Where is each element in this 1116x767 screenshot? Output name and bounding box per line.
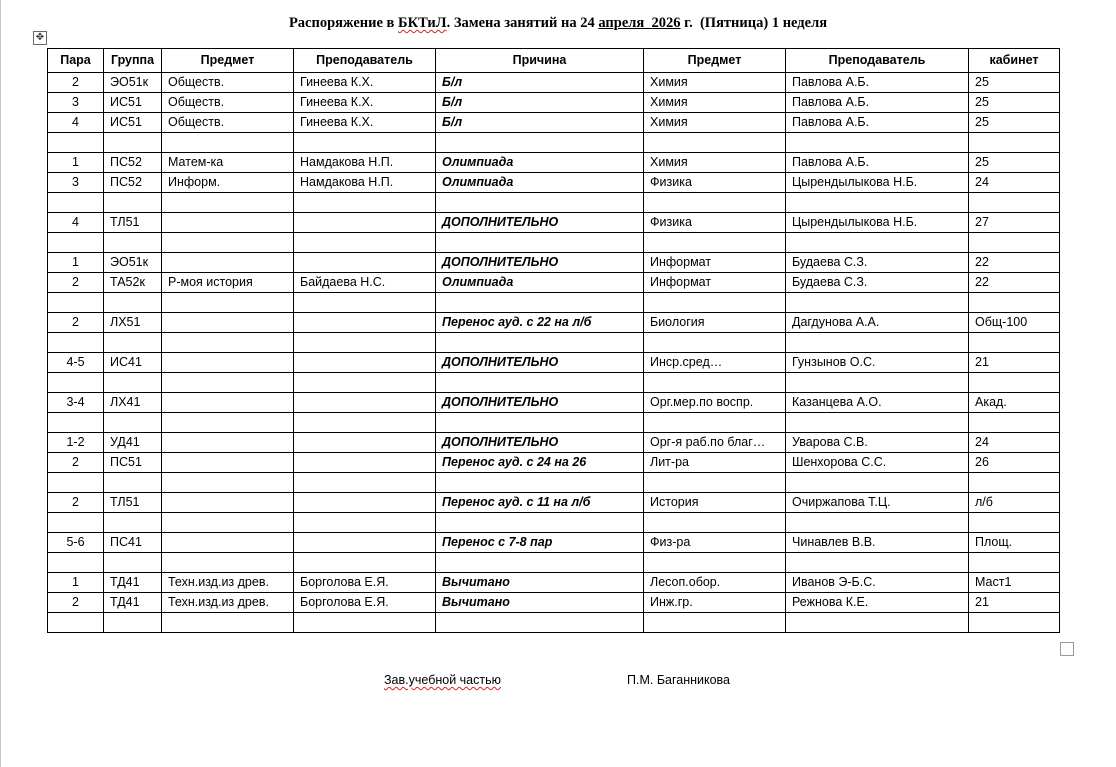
cell-subject-original bbox=[162, 253, 294, 273]
cell-room bbox=[969, 293, 1060, 313]
cell-reason: Олимпиада bbox=[436, 173, 644, 193]
cell-teacher-original bbox=[294, 473, 436, 493]
document-title bbox=[0, 15, 1116, 32]
cell-para: 3 bbox=[48, 173, 104, 193]
cell-para bbox=[48, 413, 104, 433]
cell-reason: Б/л bbox=[436, 113, 644, 133]
table-row bbox=[48, 493, 1060, 513]
cell-teacher-original bbox=[294, 253, 436, 273]
cell-subject-replacement: Информат bbox=[644, 253, 786, 273]
cell-teacher-replacement: Будаева С.З. bbox=[786, 273, 969, 293]
cell-subject-original bbox=[162, 493, 294, 513]
table-row bbox=[48, 393, 1060, 413]
cell-teacher-replacement bbox=[786, 333, 969, 353]
cell-group: ТД41 bbox=[104, 573, 162, 593]
cell-subject-original bbox=[162, 473, 294, 493]
cell-subject-replacement bbox=[644, 233, 786, 253]
cell-teacher-original bbox=[294, 193, 436, 213]
cell-reason: ДОПОЛНИТЕЛЬНО bbox=[436, 253, 644, 273]
cell-teacher-replacement: Гунзынов О.С. bbox=[786, 353, 969, 373]
cell-subject-original: Р-моя история bbox=[162, 273, 294, 293]
cell-para: 2 bbox=[48, 593, 104, 613]
cell-subject-original bbox=[162, 333, 294, 353]
cell-teacher-replacement: Чинавлев В.В. bbox=[786, 533, 969, 553]
cell-teacher-replacement: Режнова К.Е. bbox=[786, 593, 969, 613]
cell-group: ПС41 bbox=[104, 533, 162, 553]
header-subject-original: Предмет bbox=[162, 49, 294, 73]
cell-subject-replacement bbox=[644, 553, 786, 573]
table-body bbox=[48, 73, 1060, 633]
cell-subject-original: Обществ. bbox=[162, 93, 294, 113]
cell-subject-original bbox=[162, 353, 294, 373]
cell-para bbox=[48, 333, 104, 353]
header-group: Группа bbox=[104, 49, 162, 73]
cell-subject-original bbox=[162, 393, 294, 413]
cell-subject-original: Техн.изд.из древ. bbox=[162, 593, 294, 613]
cell-reason bbox=[436, 473, 644, 493]
cell-para bbox=[48, 473, 104, 493]
header-subject-replacement: Предмет bbox=[644, 49, 786, 73]
cell-teacher-original bbox=[294, 233, 436, 253]
cell-teacher-original bbox=[294, 133, 436, 153]
cell-subject-replacement bbox=[644, 293, 786, 313]
cell-teacher-original: Борголова Е.Я. bbox=[294, 573, 436, 593]
cell-group bbox=[104, 133, 162, 153]
table-row bbox=[48, 453, 1060, 473]
cell-subject-replacement: Физ-ра bbox=[644, 533, 786, 553]
spacer-row bbox=[48, 333, 1060, 353]
cell-teacher-original bbox=[294, 493, 436, 513]
cell-reason bbox=[436, 373, 644, 393]
cell-reason: Вычитано bbox=[436, 573, 644, 593]
cell-room: 24 bbox=[969, 433, 1060, 453]
cell-teacher-original bbox=[294, 613, 436, 633]
cell-reason bbox=[436, 233, 644, 253]
cell-group: ПС51 bbox=[104, 453, 162, 473]
cell-para: 3-4 bbox=[48, 393, 104, 413]
cell-subject-replacement: Биология bbox=[644, 313, 786, 333]
cell-teacher-original bbox=[294, 413, 436, 433]
cell-para: 1 bbox=[48, 153, 104, 173]
cell-subject-original bbox=[162, 293, 294, 313]
cell-group bbox=[104, 333, 162, 353]
cell-reason: Б/л bbox=[436, 73, 644, 93]
cell-teacher-replacement bbox=[786, 613, 969, 633]
cell-subject-replacement: Химия bbox=[644, 93, 786, 113]
cell-subject-replacement: Лесоп.обор. bbox=[644, 573, 786, 593]
cell-reason: Перенос ауд. с 24 на 26 bbox=[436, 453, 644, 473]
cell-room: Маст1 bbox=[969, 573, 1060, 593]
cell-teacher-original bbox=[294, 373, 436, 393]
substitution-table bbox=[47, 48, 1060, 633]
cell-para bbox=[48, 373, 104, 393]
cell-reason bbox=[436, 613, 644, 633]
table-row bbox=[48, 593, 1060, 613]
title-part: г. (Пятница) 1 неделя bbox=[680, 15, 828, 31]
spacer-row bbox=[48, 553, 1060, 573]
spacer-row bbox=[48, 373, 1060, 393]
cell-group: ПС52 bbox=[104, 173, 162, 193]
table-row bbox=[48, 173, 1060, 193]
cell-para: 2 bbox=[48, 73, 104, 93]
cell-reason: ДОПОЛНИТЕЛЬНО bbox=[436, 353, 644, 373]
cell-subject-original bbox=[162, 413, 294, 433]
cell-group: УД41 bbox=[104, 433, 162, 453]
cell-room: Площ. bbox=[969, 533, 1060, 553]
cell-group bbox=[104, 513, 162, 533]
cell-para: 4-5 bbox=[48, 353, 104, 373]
cell-para bbox=[48, 233, 104, 253]
cell-teacher-original bbox=[294, 313, 436, 333]
cell-room: 22 bbox=[969, 253, 1060, 273]
cell-teacher-original bbox=[294, 533, 436, 553]
cell-subject-replacement bbox=[644, 613, 786, 633]
cell-teacher-replacement bbox=[786, 553, 969, 573]
cell-room: л/б bbox=[969, 493, 1060, 513]
table-row bbox=[48, 353, 1060, 373]
spacer-row bbox=[48, 413, 1060, 433]
cell-group: ИС51 bbox=[104, 93, 162, 113]
footer-signatory-name: П.М. Баганникова bbox=[627, 673, 731, 687]
cell-group: ТЛ51 bbox=[104, 213, 162, 233]
cell-teacher-original bbox=[294, 513, 436, 533]
cell-teacher-original bbox=[294, 453, 436, 473]
cell-teacher-replacement bbox=[786, 473, 969, 493]
cell-subject-replacement: Химия bbox=[644, 113, 786, 133]
cell-teacher-replacement: Павлова А.Б. bbox=[786, 73, 969, 93]
spacer-row bbox=[48, 613, 1060, 633]
cell-reason: Перенос ауд. с 11 на л/б bbox=[436, 493, 644, 513]
cell-reason bbox=[436, 133, 644, 153]
cell-para bbox=[48, 133, 104, 153]
cell-room: 21 bbox=[969, 353, 1060, 373]
cell-subject-original bbox=[162, 233, 294, 253]
cell-reason bbox=[436, 293, 644, 313]
cell-para: 2 bbox=[48, 453, 104, 473]
cell-subject-replacement: Физика bbox=[644, 173, 786, 193]
cell-teacher-replacement: Дагдунова А.А. bbox=[786, 313, 969, 333]
header-reason: Причина bbox=[436, 49, 644, 73]
cell-subject-original bbox=[162, 453, 294, 473]
cell-reason: Олимпиада bbox=[436, 273, 644, 293]
cell-teacher-replacement: Будаева С.З. bbox=[786, 253, 969, 273]
cell-subject-replacement bbox=[644, 513, 786, 533]
spacer-row bbox=[48, 473, 1060, 493]
cell-subject-replacement: Химия bbox=[644, 73, 786, 93]
cell-para: 5-6 bbox=[48, 533, 104, 553]
cell-room: 24 bbox=[969, 173, 1060, 193]
cell-teacher-replacement bbox=[786, 133, 969, 153]
cell-reason: Б/л bbox=[436, 93, 644, 113]
cell-subject-replacement: Орг-я раб.по благ… bbox=[644, 433, 786, 453]
cell-group: ЭО51к bbox=[104, 73, 162, 93]
cell-teacher-replacement: Шенхорова С.С. bbox=[786, 453, 969, 473]
cell-room bbox=[969, 193, 1060, 213]
table-header-row bbox=[48, 49, 1060, 73]
cell-group: ЛХ41 bbox=[104, 393, 162, 413]
cell-room: Акад. bbox=[969, 393, 1060, 413]
table-move-handle-icon[interactable]: ✥ bbox=[33, 31, 47, 45]
cell-teacher-replacement: Уварова С.В. bbox=[786, 433, 969, 453]
cell-room bbox=[969, 473, 1060, 493]
cell-room: Общ-100 bbox=[969, 313, 1060, 333]
header-room: кабинет bbox=[969, 49, 1060, 73]
cell-group bbox=[104, 233, 162, 253]
cell-teacher-original bbox=[294, 353, 436, 373]
cell-para: 2 bbox=[48, 493, 104, 513]
cell-subject-original bbox=[162, 433, 294, 453]
cell-room bbox=[969, 133, 1060, 153]
table-row bbox=[48, 113, 1060, 133]
cell-subject-original bbox=[162, 553, 294, 573]
cell-group: ИС41 bbox=[104, 353, 162, 373]
spacer-row bbox=[48, 133, 1060, 153]
cell-group bbox=[104, 413, 162, 433]
cell-group: ЭО51к bbox=[104, 253, 162, 273]
table-row bbox=[48, 433, 1060, 453]
cell-subject-original: Техн.изд.из древ. bbox=[162, 573, 294, 593]
cell-para: 2 bbox=[48, 273, 104, 293]
cell-room: 22 bbox=[969, 273, 1060, 293]
cell-room bbox=[969, 233, 1060, 253]
table-row bbox=[48, 93, 1060, 113]
cell-room: 25 bbox=[969, 113, 1060, 133]
cell-room bbox=[969, 613, 1060, 633]
cell-teacher-original: Намдакова Н.П. bbox=[294, 173, 436, 193]
cell-reason: Перенос ауд. с 22 на л/б bbox=[436, 313, 644, 333]
cell-room: 21 bbox=[969, 593, 1060, 613]
cell-subject-replacement: Информат bbox=[644, 273, 786, 293]
table-row bbox=[48, 153, 1060, 173]
cell-teacher-replacement bbox=[786, 293, 969, 313]
cell-subject-replacement bbox=[644, 373, 786, 393]
cell-subject-original bbox=[162, 513, 294, 533]
cell-room bbox=[969, 513, 1060, 533]
cell-teacher-original bbox=[294, 213, 436, 233]
cell-para: 1 bbox=[48, 573, 104, 593]
cell-group: ПС52 bbox=[104, 153, 162, 173]
cell-subject-original bbox=[162, 313, 294, 333]
cell-teacher-replacement: Цырендылыкова Н.Б. bbox=[786, 173, 969, 193]
cell-teacher-original: Гинеева К.Х. bbox=[294, 73, 436, 93]
cell-para: 1 bbox=[48, 253, 104, 273]
cell-teacher-replacement: Павлова А.Б. bbox=[786, 93, 969, 113]
cell-group bbox=[104, 293, 162, 313]
cell-para: 4 bbox=[48, 213, 104, 233]
cell-reason bbox=[436, 333, 644, 353]
cell-reason: Олимпиада bbox=[436, 153, 644, 173]
cell-room bbox=[969, 553, 1060, 573]
cell-teacher-replacement bbox=[786, 413, 969, 433]
title-part: Распоряжение в bbox=[288, 15, 398, 31]
cell-teacher-replacement: Павлова А.Б. bbox=[786, 153, 969, 173]
spacer-row bbox=[48, 233, 1060, 253]
cell-subject-replacement: Химия bbox=[644, 153, 786, 173]
table-row bbox=[48, 533, 1060, 553]
table-row bbox=[48, 73, 1060, 93]
footer-role: Зав.учебной частью bbox=[384, 673, 501, 687]
cell-room: 25 bbox=[969, 73, 1060, 93]
cell-group: ИС51 bbox=[104, 113, 162, 133]
cell-para bbox=[48, 193, 104, 213]
cell-para bbox=[48, 293, 104, 313]
cell-teacher-original bbox=[294, 293, 436, 313]
cell-group: ЛХ51 bbox=[104, 313, 162, 333]
table-row bbox=[48, 273, 1060, 293]
cell-group bbox=[104, 553, 162, 573]
cell-reason bbox=[436, 413, 644, 433]
cell-subject-replacement: Орг.мер.по воспр. bbox=[644, 393, 786, 413]
cell-subject-original bbox=[162, 373, 294, 393]
page-left-edge bbox=[0, 0, 1, 767]
cell-reason: ДОПОЛНИТЕЛЬНО bbox=[436, 213, 644, 233]
title-part: апреля 2026 bbox=[598, 15, 681, 31]
cell-teacher-original bbox=[294, 333, 436, 353]
cell-subject-replacement: История bbox=[644, 493, 786, 513]
cell-para: 2 bbox=[48, 313, 104, 333]
cell-para: 1-2 bbox=[48, 433, 104, 453]
cell-para: 3 bbox=[48, 93, 104, 113]
cell-teacher-original: Борголова Е.Я. bbox=[294, 593, 436, 613]
cell-teacher-original: Гинеева К.Х. bbox=[294, 113, 436, 133]
cell-teacher-original: Байдаева Н.С. bbox=[294, 273, 436, 293]
cell-room bbox=[969, 413, 1060, 433]
cell-subject-original: Информ. bbox=[162, 173, 294, 193]
cell-room bbox=[969, 333, 1060, 353]
cell-reason: ДОПОЛНИТЕЛЬНО bbox=[436, 433, 644, 453]
cell-para: 4 bbox=[48, 113, 104, 133]
cell-group bbox=[104, 373, 162, 393]
table-row bbox=[48, 313, 1060, 333]
cell-reason: Вычитано bbox=[436, 593, 644, 613]
cell-teacher-replacement: Павлова А.Б. bbox=[786, 113, 969, 133]
spacer-row bbox=[48, 193, 1060, 213]
cell-para bbox=[48, 553, 104, 573]
cell-teacher-replacement bbox=[786, 193, 969, 213]
header-teacher-replacement: Преподаватель bbox=[786, 49, 969, 73]
table-resize-handle-icon[interactable] bbox=[1060, 642, 1074, 656]
cell-teacher-replacement bbox=[786, 513, 969, 533]
cell-subject-replacement: Инж.гр. bbox=[644, 593, 786, 613]
header-teacher-original: Преподаватель bbox=[294, 49, 436, 73]
title-part: БКТиЛ bbox=[398, 15, 447, 31]
cell-subject-replacement bbox=[644, 193, 786, 213]
cell-reason bbox=[436, 193, 644, 213]
table-row bbox=[48, 573, 1060, 593]
cell-teacher-replacement: Иванов Э-Б.С. bbox=[786, 573, 969, 593]
cell-room bbox=[969, 373, 1060, 393]
cell-teacher-original: Гинеева К.Х. bbox=[294, 93, 436, 113]
cell-reason: ДОПОЛНИТЕЛЬНО bbox=[436, 393, 644, 413]
cell-subject-replacement: Физика bbox=[644, 213, 786, 233]
cell-teacher-replacement bbox=[786, 233, 969, 253]
cell-group: ТА52к bbox=[104, 273, 162, 293]
cell-subject-original bbox=[162, 613, 294, 633]
spacer-row bbox=[48, 513, 1060, 533]
cell-para bbox=[48, 513, 104, 533]
cell-room: 27 bbox=[969, 213, 1060, 233]
header-para: Пара bbox=[48, 49, 104, 73]
cell-para bbox=[48, 613, 104, 633]
cell-teacher-original bbox=[294, 553, 436, 573]
cell-room: 25 bbox=[969, 93, 1060, 113]
cell-teacher-replacement: Цырендылыкова Н.Б. bbox=[786, 213, 969, 233]
cell-teacher-original bbox=[294, 393, 436, 413]
cell-subject-replacement: Лит-ра bbox=[644, 453, 786, 473]
cell-group: ТЛ51 bbox=[104, 493, 162, 513]
cell-subject-replacement: Инср.сред… bbox=[644, 353, 786, 373]
table-row bbox=[48, 213, 1060, 233]
cell-room: 26 bbox=[969, 453, 1060, 473]
cell-subject-original: Матем-ка bbox=[162, 153, 294, 173]
cell-reason bbox=[436, 553, 644, 573]
cell-teacher-original: Намдакова Н.П. bbox=[294, 153, 436, 173]
cell-subject-original bbox=[162, 213, 294, 233]
cell-subject-original bbox=[162, 533, 294, 553]
cell-subject-original: Обществ. bbox=[162, 113, 294, 133]
cell-group bbox=[104, 193, 162, 213]
cell-subject-replacement bbox=[644, 133, 786, 153]
table-row bbox=[48, 253, 1060, 273]
cell-subject-replacement bbox=[644, 333, 786, 353]
cell-teacher-replacement bbox=[786, 373, 969, 393]
cell-room: 25 bbox=[969, 153, 1060, 173]
cell-subject-original: Обществ. bbox=[162, 73, 294, 93]
cell-subject-original bbox=[162, 133, 294, 153]
title-part: . Замена занятий на 24 bbox=[446, 15, 599, 31]
cell-teacher-replacement: Очиржапова Т.Ц. bbox=[786, 493, 969, 513]
cell-group bbox=[104, 613, 162, 633]
cell-group bbox=[104, 473, 162, 493]
spacer-row bbox=[48, 293, 1060, 313]
cell-group: ТД41 bbox=[104, 593, 162, 613]
cell-reason: Перенос с 7-8 пар bbox=[436, 533, 644, 553]
cell-teacher-replacement: Казанцева А.О. bbox=[786, 393, 969, 413]
cell-subject-replacement bbox=[644, 413, 786, 433]
cell-reason bbox=[436, 513, 644, 533]
cell-subject-replacement bbox=[644, 473, 786, 493]
cell-teacher-original bbox=[294, 433, 436, 453]
cell-subject-original bbox=[162, 193, 294, 213]
